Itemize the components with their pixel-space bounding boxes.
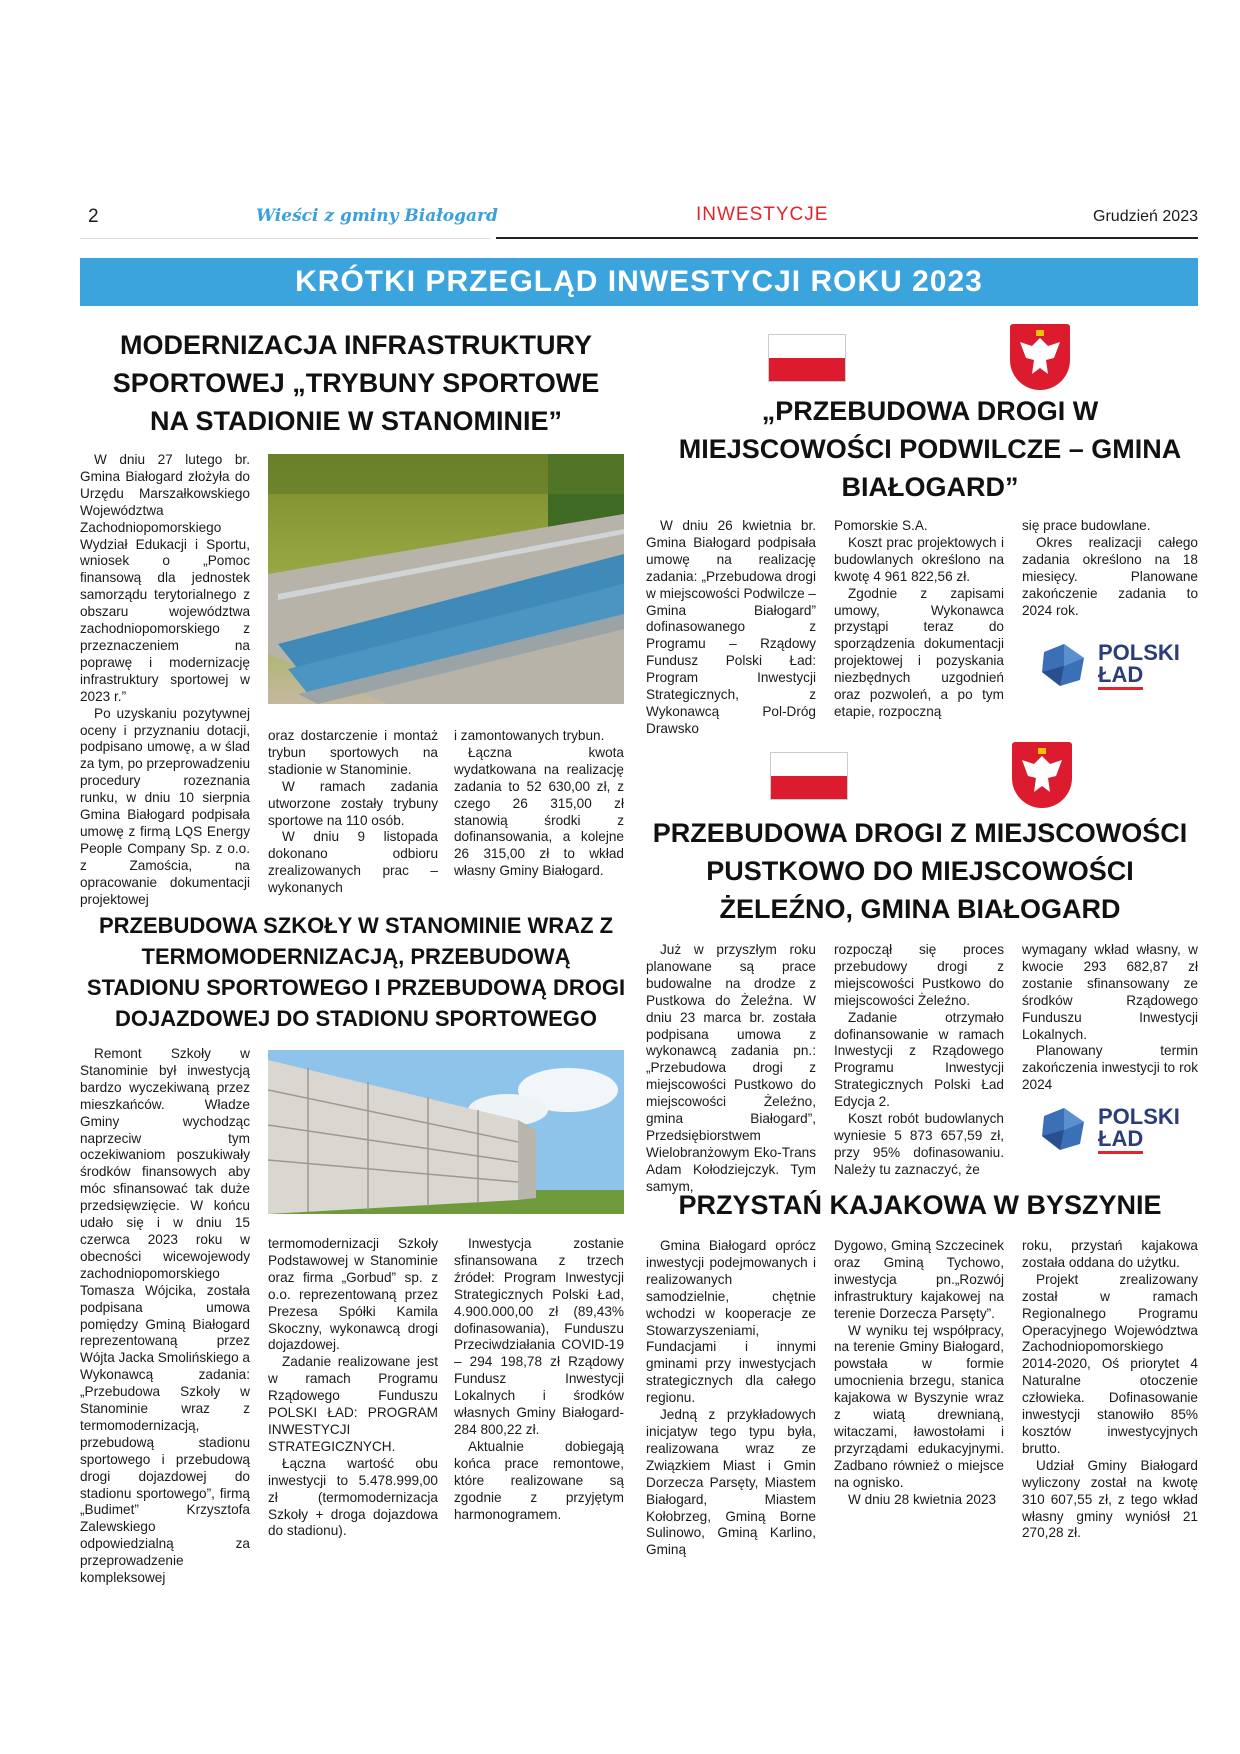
paragraph: Gmina Białogard oprócz inwestycji podejmowanych i realizowanych samodzielnie, chętnie wchodzi w kooperacje ze Stowarzyszeniami, Fundacjami i innymi gminami przy inwestycjach strategicznych dla całego regionu.	[646, 1238, 816, 1406]
section-title: INWESTYCJE	[696, 204, 829, 225]
paragraph: W dniu 9 listopada dokonano odbioru zrealizowanych prac – wykonanych	[268, 829, 438, 896]
paragraph: Inwestycja zostanie sfinansowana z trzech źródeł: Program Inwestycji Strategicznych Polski Ład, 4.900.000,00 zł (89,43% dofinasowania), Funduszu Przeciwdziałania COVID-19 – 294 198,78 zł Rządowy Fundusz Inwestycji Lokalnych i środków własnych Gminy Białogard-284 800,22 zł.	[454, 1236, 624, 1437]
paragraph: Po uzyskaniu pozytywnej oceny i przyznaniu dotacji, podpisano umowę, a w ślad za tym, po przeprowadzeniu procedury rozeznania runku, w dniu 10 sierpnia Gmina Białogard podpisała umowę z firmą LQS Energy People Company Sp. z o.o. z Zamościa, na opracowanie dokumentacji projektowej	[80, 705, 251, 907]
polski-lad-line1: POLSKI	[1098, 640, 1180, 665]
paragraph: Zadanie otrzymało dofinansowanie w ramach Inwestycji z Rządowego Programu Inwestycji Strategicznych Polski Ład Edycja 2.	[834, 1009, 1004, 1110]
issue-date: Grudzień 2023	[1093, 208, 1198, 225]
article3-col3	[1022, 518, 1198, 619]
article4-col1	[646, 942, 816, 1196]
paragraph: Remont Szkoły w Stanominie był inwestycją bardzo wyczekiwaną przez mieszkańców. Władze Gminy wychodząc naprzeciw tym oczekiwaniom poszukiwały środków finansowych aby móc sfinansować tak duże przedsięwzięcie. W końcu udało się i w dniu 15 czerwca 2023 roku w obecności wicewojewody zachodniopomorskiego Tomasza Wójcika, została podpisana umowa pomiędzy Gminą Białogard reprezentowaną przez Wójta Jacka Smolińskiego a Wykonawcą zadania: „Przebudowa Szkoły w Stanominie wraz z termomodernizacją, przebudową stadionu sportowego i przebudową drogi dojazdowej do stadionu sportowego”, firmą „Budimet” Krzysztofa Zalewskiego odpowiedzialną za przeprowadzenie kompleksowej	[80, 1046, 250, 1586]
paragraph: Koszt robót budowlanych wyniesie 5 873 657,59 zł, przy 95% dofinasowaniu. Należy tu zaznaczyć, że	[834, 1111, 1004, 1177]
paragraph: oraz dostarczenie i montaż trybun sportowych na stadionie w Stanominie.	[268, 728, 438, 777]
article5-col3	[1022, 1238, 1198, 1542]
paragraph: roku, przystań kajakowa została oddana do użytku.	[1022, 1238, 1198, 1270]
paragraph: Udział Gminy Białogard wyliczony został na kwotę 310 607,55 zł, z tego wkład własny gminy wyniósł 21 270,28 zł.	[1022, 1457, 1198, 1541]
paragraph: termomodernizacji Szkoły Podstawowej w Stanominie oraz firma „Gorbud” sp. z o.o. reprezentowaną przez Prezesa Spółki Kamila Skoczny, wykonawcą drogi dojazdowej.	[268, 1236, 438, 1353]
paragraph: wymagany wkład własny, w kwocie 293 682,87 zł zostanie sfinansowany ze środków Rządowego Funduszu Inwestycji Lokalnych.	[1022, 942, 1198, 1042]
paragraph: W dniu 28 kwietnia 2023	[848, 1491, 997, 1507]
article5-col2	[834, 1238, 1004, 1509]
polski-lad-line2: ŁAD	[1098, 664, 1143, 686]
paragraph: rozpoczął się proces przebudowy drogi z miejscowości Pustkowo do miejscowości Żeleźno.	[834, 942, 1004, 1008]
article1-col3	[454, 728, 624, 880]
paragraph: W dniu 26 kwietnia br. Gmina Białogard podpisała umowę na realizację zadania: „Przebudowa drogi w miejscowości Podwilcze – Gmina Białogard” dofinasowanego z Programu – Rządowy Fundusz Polski Ład: Program Inwestycji Strategicznych, z Wykonawcą Pol-Dróg Drawsko	[646, 518, 816, 736]
polski-lad-logo-icon	[1040, 642, 1088, 688]
polski-lad-logo	[1040, 1104, 1190, 1156]
paragraph: W ramach zadania utworzone zostały trybuny sportowe na 110 osób.	[268, 778, 438, 828]
paragraph: Zgodnie z zapisami umowy, Wykonawca przystąpi teraz do sporządzenia dokumentacji projektowej i pozyskania niezbędnych uzgodnień oraz pozwoleń, a po tym etapie, rozpoczną	[834, 585, 1004, 719]
paragraph: się prace budowlane.	[1022, 518, 1151, 533]
article1-title: MODERNIZACJA INFRASTRUKTURY SPORTOWEJ „TRYBUNY SPORTOWE NA STADIONIE W STANOMINIE”	[112, 330, 600, 436]
article2-col3	[454, 1236, 624, 1523]
paragraph: Jedną z przykładowych inicjatyw tego typu była, realizowana wraz ze Związkiem Miast i Gmin Dorzecza Parsęty, Miastem Białogard, Miastem Kołobrzeg, Gminą Borne Sulinowo, Gminą Karlino, Gminą	[646, 1407, 816, 1558]
masthead: Wieści z gminy Białogard	[256, 206, 498, 226]
article3-col2	[834, 518, 1004, 721]
article2-col2	[268, 1236, 438, 1540]
article4-col3	[1022, 942, 1198, 1094]
polski-lad-logo-icon	[1040, 1106, 1088, 1152]
paragraph: Aktualnie dobiegają końca prace remontowe, które realizowane są zgodnie z przyjętym harmonogramem.	[454, 1438, 624, 1522]
page-banner: KRÓTKI PRZEGLĄD INWESTYCJI ROKU 2023	[80, 258, 1198, 306]
paragraph: Zadanie realizowane jest w ramach Programu Rządowego Funduszu POLSKI ŁAD: PROGRAM INWESTYCJI STRATEGICZNYCH.	[268, 1354, 438, 1454]
polish-flag	[770, 752, 848, 800]
article4-col2	[834, 942, 1004, 1179]
paragraph: Koszt prac projektowych i budowlanych określono na kwotę 4 961 822,56 zł.	[834, 534, 1004, 584]
header-rule	[496, 237, 1198, 239]
article2-title: PRZEBUDOWA SZKOŁY W STANOMINIE WRAZ Z TERMOMODERNIZACJĄ, PRZEBUDOWĄ STADIONU SPORTOWEGO I PRZEBUDOWĄ DROGI DOJAZDOWEJ DO STADIONU SPORTOWEGO	[86, 913, 626, 1031]
article3-col1	[646, 518, 816, 738]
polski-lad-line1: POLSKI	[1098, 1104, 1180, 1129]
paragraph: Planowany termin zakończenia inwestycji to rok 2024	[1022, 1043, 1198, 1093]
polish-emblem-icon	[1012, 742, 1072, 808]
paragraph: Okres realizacji całego zadania określono na 18 miesięcy. Planowane zakończenie zadania to 2024 rok.	[1022, 534, 1198, 618]
polish-flag	[768, 334, 846, 382]
paragraph: i zamontowanych trybun.	[454, 728, 605, 743]
paragraph: W wyniku tej współpracy, na terenie Gminy Białogard, powstała w formie umocnienia brzegu, stanica kajakowa w Byszynie wraz z wiatą drewnianą, witaczami, ławostołami i przyrządami edukacyjnymi. Zadbano również o miejsce na ognisko.	[834, 1322, 1004, 1490]
article5-col1	[646, 1238, 816, 1559]
paragraph: Już w przyszłym roku planowane są prace budowalne na drodze z Pustkowa do Żeleźna. W dniu 23 marca br. została podpisana umowa z wykonawcą zadania pn.:„Przebudowa drogi z miejscowości Pustkowo do miejscowości Żeleźno, gmina Białogard”, Przedsiębiorstwem Wielobranżowym Eko-Trans Adam Kołodziejczyk. Tym samym,	[646, 942, 816, 1194]
paragraph: W dniu 27 lutego br. Gmina Białogard złożyła do Urzędu Marszałkowskiego Województwa Zachodniopomorskiego Wydział Edukacji i Sportu, wniosek o „Pomoc finansową dla jednostek samorządu terytorialnego z obszaru województwa zachodniopomorskiego z przeznaczeniem na poprawę i modernizację infrastruktury sportowej w 2023 r.”	[80, 452, 250, 704]
article1-col1	[80, 452, 250, 908]
page-number: 2	[88, 206, 99, 227]
paragraph: Projekt zrealizowany został w ramach Regionalnego Programu Operacyjnego Województwa Zachodniopomorskiego 2014-2020, Oś priorytet 4 Naturalne otoczenie człowieka. Dofinasowanie inwestycji stanowiło 85% kosztów inwestycyjnych brutto.	[1022, 1271, 1198, 1456]
paragraph: Łączna kwota wydatkowana na realizację zadania to 52 630,00 zł, z czego 26 315,00 zł stanowią środki z dofinansowania, a kolejne 26 315,00 zł to wkład własny Gminy Białogard.	[454, 744, 624, 879]
stadium-stands-photo	[268, 454, 624, 704]
polski-lad-line2: ŁAD	[1098, 1128, 1143, 1150]
article4-title: PRZEBUDOWA DROGI Z MIEJSCOWOŚCI PUSTKOWO DO MIEJSCOWOŚCI ŻELEŹNO, GMINA BIAŁOGARD	[652, 818, 1188, 924]
paragraph: Pomorskie S.A.	[834, 518, 928, 533]
header-rule-light	[80, 238, 490, 239]
polish-emblem-icon	[1010, 324, 1070, 390]
paragraph: Dygowo, Gminą Szczecinek oraz Gminą Tychowo, inwestycja pn.„Rozwój infrastruktury kajakowej na terenie Dorzecza Parsęty”.	[834, 1238, 1004, 1321]
article5-title: PRZYSTAŃ KAJAKOWA W BYSZYNIE	[678, 1190, 1162, 1220]
article2-col1	[80, 1046, 250, 1587]
school-scaffolding-photo	[268, 1050, 624, 1214]
article1-col2	[268, 728, 438, 897]
article3-title: „PRZEBUDOWA DROGI W MIEJSCOWOŚCI PODWILCZE – GMINA BIAŁOGARD”	[678, 396, 1182, 502]
paragraph: Łączna wartość obu inwestycji to 5.478.999,00 zł (termomodernizacja Szkoły + droga dojazdowa do stadionu).	[268, 1455, 438, 1539]
polski-lad-logo	[1040, 640, 1190, 692]
